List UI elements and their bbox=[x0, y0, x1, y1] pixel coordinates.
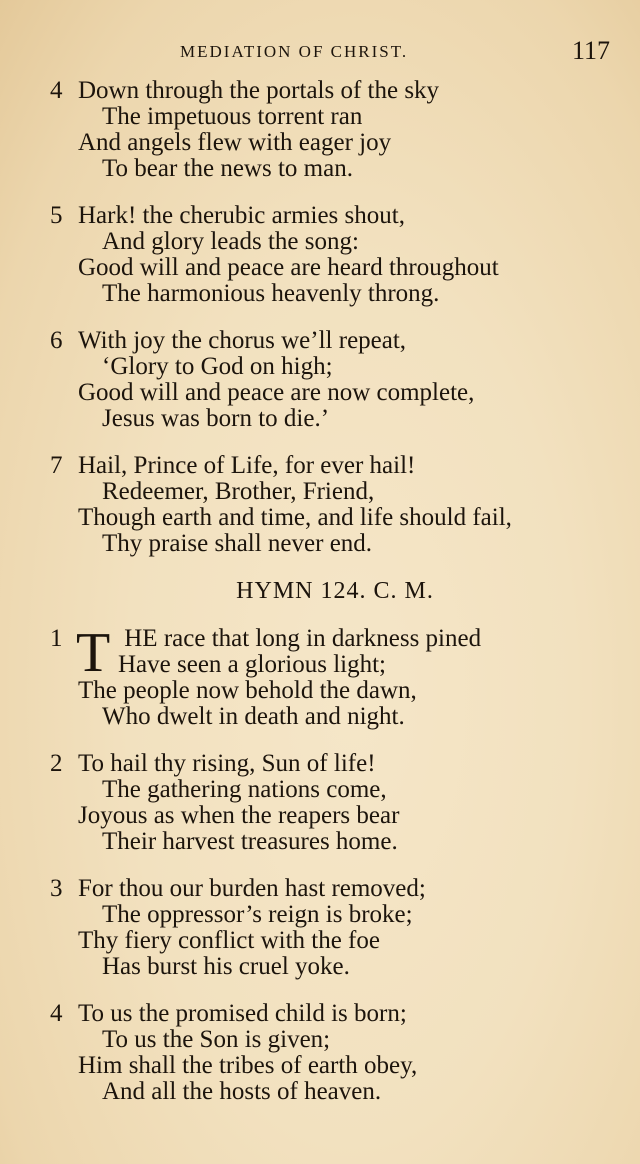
verse-line: Who dwelt in death and night. bbox=[102, 703, 405, 730]
stanza-number: 6 bbox=[50, 327, 63, 354]
drop-cap: T bbox=[76, 622, 111, 684]
verse-line: 2 To hail thy rising, Sun of life! bbox=[50, 750, 376, 777]
stanza-number: 7 bbox=[50, 452, 63, 479]
verse-line: The people now behold the dawn, bbox=[78, 677, 417, 704]
verse-line: Good will and peace are heard throughout bbox=[78, 254, 499, 281]
verse-line: Joyous as when the reapers bear bbox=[78, 802, 400, 829]
stanza-number: 2 bbox=[50, 750, 63, 777]
stanza bbox=[50, 622, 620, 730]
stanza bbox=[50, 453, 620, 557]
verse-line: Jesus was born to die.’ bbox=[102, 405, 330, 432]
verse-line: ‘Glory to God on high; bbox=[102, 353, 333, 380]
stanza-number: 1 bbox=[50, 625, 63, 652]
verse-line: Good will and peace are now complete, bbox=[78, 379, 475, 406]
verse-line: Has burst his cruel yoke. bbox=[102, 953, 350, 980]
stanza-number: 3 bbox=[50, 875, 63, 902]
verse-line: 4 Down through the portals of the sky bbox=[50, 77, 440, 104]
verse-line: 4 To us the promised child is born; bbox=[50, 1000, 407, 1027]
verse-line: Him shall the tribes of earth obey, bbox=[78, 1052, 418, 1079]
verse-line: The gathering nations come, bbox=[102, 776, 387, 803]
verse-line: The harmonious heavenly throng. bbox=[102, 280, 440, 307]
stanza bbox=[50, 876, 620, 980]
verse-line: The impetuous torrent ran bbox=[102, 103, 363, 130]
stanza-number: 5 bbox=[50, 202, 63, 229]
verse-line: To bear the news to man. bbox=[102, 155, 353, 182]
verse-line: Though earth and time, and life should fail, bbox=[78, 504, 512, 531]
page-header bbox=[0, 36, 640, 76]
verse-line: And angels flew with eager joy bbox=[78, 129, 392, 156]
verse-line: And glory leads the song: bbox=[102, 228, 359, 255]
verse-line: Their harvest treasures home. bbox=[102, 828, 398, 855]
stanza bbox=[50, 203, 620, 307]
stanza-number: 4 bbox=[50, 77, 63, 104]
stanza bbox=[50, 328, 620, 432]
stanza bbox=[50, 751, 620, 855]
verse-line: To us the Son is given; bbox=[102, 1026, 331, 1053]
verse-line: Thy praise shall never end. bbox=[102, 530, 373, 557]
verse-line: 5 Hark! the cherubic armies shout, bbox=[50, 202, 405, 229]
verse-line: Thy fiery conflict with the foe bbox=[78, 927, 380, 954]
hymn-text bbox=[50, 78, 620, 1126]
stanza bbox=[50, 78, 620, 182]
running-title: MEDIATION OF CHRIST. bbox=[180, 42, 409, 61]
page-number: 117 bbox=[572, 36, 611, 65]
hymn-title: HYMN 124. C. M. bbox=[236, 578, 434, 604]
verse-line: The oppressor’s reign is broke; bbox=[102, 901, 413, 928]
verse-line: Have seen a glorious light; bbox=[118, 651, 386, 678]
stanza bbox=[50, 1001, 620, 1105]
verse-line: 7 Hail, Prince of Life, for ever hail! bbox=[50, 452, 416, 479]
verse-line: Redeemer, Brother, Friend, bbox=[102, 478, 375, 505]
verse-line: 3 For thou our burden hast removed; bbox=[50, 875, 426, 902]
verse-line: 6 With joy the chorus we’ll repeat, bbox=[50, 327, 407, 354]
verse-line: 1 T HE race that long in darkness pined bbox=[50, 622, 482, 684]
stanza-number: 4 bbox=[50, 1000, 63, 1027]
verse-line: And all the hosts of heaven. bbox=[102, 1078, 382, 1105]
